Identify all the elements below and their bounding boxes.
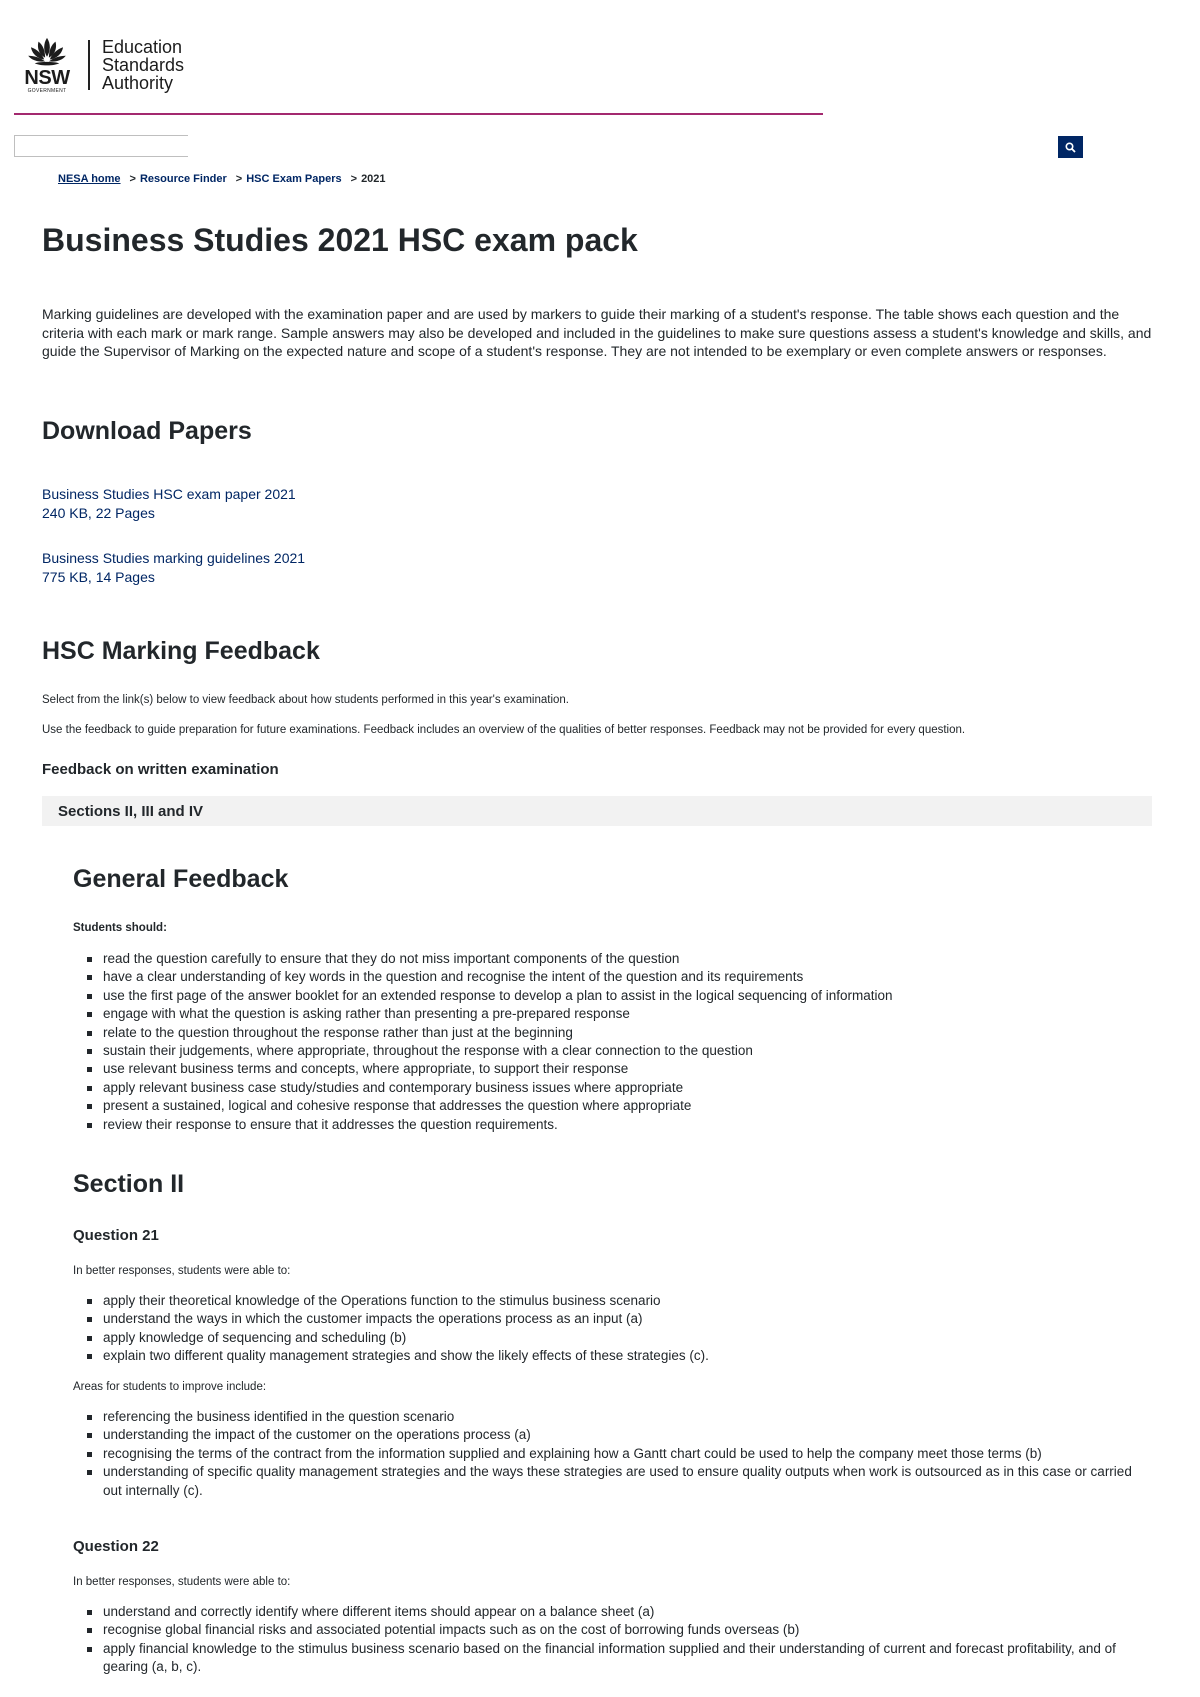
esa-line-2: Standards [102, 55, 185, 75]
list-item: use the first page of the answer booklet for an extended response to develop a plan to assist in the logical sequencing of information [103, 987, 1133, 1005]
list-item: read the question carefully to ensure that they do not miss important components of the question [103, 950, 1133, 968]
question-21-heading: Question 21 [73, 1227, 159, 1244]
list-item: recognise global financial risks and associated potential impacts such as on the cost of borrowing funds overseas (b) [103, 1621, 1133, 1639]
accordion-sections-ii-iii-iv[interactable] [42, 796, 1152, 826]
breadcrumb-nesa-home[interactable]: NESA home [58, 173, 121, 185]
download-link-marking-guidelines[interactable]: Business Studies marking guidelines 2021 [42, 550, 306, 566]
list-item: explain two different quality management strategies and show the likely effects of these strategies (c). [103, 1347, 1133, 1365]
q21-better-list [73, 1292, 1133, 1366]
q21-improve-lead: Areas for students to improve include: [73, 1381, 267, 1393]
breadcrumb [58, 173, 386, 185]
q21-better-lead: In better responses, students were able to: [73, 1265, 291, 1277]
nsw-wordmark: NSW [24, 67, 70, 89]
list-item: relate to the question throughout the response rather than just at the beginning [103, 1024, 1133, 1042]
list-item: present a sustained, logical and cohesive response that addresses the question where appropriate [103, 1097, 1133, 1115]
list-item: understanding the impact of the customer on the operations process (a) [103, 1426, 1133, 1444]
accordion-label: Sections II, III and IV [58, 802, 204, 820]
written-feedback-heading: Feedback on written examination [42, 761, 279, 778]
download-meta: 775 KB, 14 Pages [42, 568, 155, 585]
breadcrumb-separator: > [129, 173, 136, 185]
waratah-icon [24, 36, 70, 68]
list-item: engage with what the question is asking rather than presenting a pre-prepared response [103, 1005, 1133, 1023]
list-item: understand and correctly identify where different items should appear on a balance sheet (a) [103, 1603, 1133, 1621]
list-item: apply their theoretical knowledge of the Operations function to the stimulus business scenario [103, 1292, 1133, 1310]
general-feedback-heading: General Feedback [73, 865, 289, 893]
list-item: use relevant business terms and concepts, where appropriate, to support their response [103, 1060, 1133, 1078]
question-22-heading: Question 22 [73, 1538, 159, 1555]
list-item: sustain their judgements, where appropriate, throughout the response with a clear connection to the question [103, 1042, 1133, 1060]
download-link-exam-paper[interactable]: Business Studies HSC exam paper 2021 [42, 486, 296, 502]
header-divider [14, 113, 823, 115]
breadcrumb-separator: > [350, 173, 358, 185]
esa-wordmark [102, 38, 184, 92]
search-icon [1065, 142, 1076, 153]
students-should-lead: Students should: [73, 922, 167, 934]
breadcrumb-hsc-exam-papers[interactable]: HSC Exam Papers [246, 173, 342, 185]
search-button[interactable] [1058, 136, 1083, 158]
breadcrumb-current: 2021 [361, 173, 386, 185]
download-item-marking-guidelines[interactable] [42, 549, 305, 586]
list-item: referencing the business identified in the question scenario [103, 1408, 1133, 1426]
list-item: understand the ways in which the customer impacts the operations process as an input (a) [103, 1310, 1133, 1328]
government-wordmark: GOVERNMENT [27, 88, 67, 94]
breadcrumb-separator: > [235, 173, 243, 185]
q21-improve-list [73, 1408, 1133, 1500]
logo-divider [88, 40, 90, 90]
download-item-exam-paper[interactable] [42, 485, 296, 522]
feedback-intro-2: Use the feedback to guide preparation for future examinations. Feedback includes an overview of the qualities of better responses. Feedback may not be provided for every question. [42, 724, 966, 736]
list-item: apply knowledge of sequencing and scheduling (b) [103, 1329, 1133, 1347]
nesa-logo[interactable] [20, 36, 184, 94]
nsw-government-logo [20, 36, 74, 94]
q22-better-lead: In better responses, students were able to: [73, 1576, 291, 1588]
breadcrumb-resource-finder[interactable]: Resource Finder [139, 173, 227, 185]
download-meta: 240 KB, 22 Pages [42, 504, 155, 521]
intro-paragraph: Marking guidelines are developed with the examination paper and are used by markers to guide their marking of a student's response. The table shows each question and the criteria with each mark or mark range. Sample answers may also be developed and included in the guidelines to make sure questions assess a student's knowledge and skills, and guide the Supervisor of Marking on the expected nature and scope of a student's response. They are not intended to be exemplary or even complete answers or responses. [42, 306, 1152, 359]
list-item: understanding of specific quality management strategies and the ways these strategies are used to ensure quality outputs when work is outsourced as in this case or carried out internally (c). [103, 1463, 1133, 1500]
esa-line-1: Education [102, 37, 183, 57]
list-item: recognising the terms of the contract from the information supplied and explaining how a Gantt chart could be used to help the company meet those terms (b) [103, 1445, 1133, 1463]
search-input[interactable] [14, 135, 188, 157]
page-title: Business Studies 2021 HSC exam pack [42, 222, 638, 258]
list-item: review their response to ensure that it addresses the question requirements. [103, 1116, 1133, 1134]
marking-feedback-heading: HSC Marking Feedback [42, 637, 320, 665]
list-item: have a clear understanding of key words in the question and recognise the intent of the question and its requirements [103, 968, 1133, 986]
list-item: apply relevant business case study/studies and contemporary business issues where appropriate [103, 1079, 1133, 1097]
general-feedback-list [73, 950, 1133, 1134]
esa-line-3: Authority [102, 73, 174, 93]
download-papers-heading: Download Papers [42, 417, 252, 445]
q22-better-list [73, 1603, 1133, 1677]
list-item: apply financial knowledge to the stimulus business scenario based on the financial information supplied and their understanding of current and forecast profitability, and of gearing (a, b, c). [103, 1640, 1133, 1677]
section-ii-heading: Section II [73, 1170, 185, 1198]
feedback-intro-1: Select from the link(s) below to view feedback about how students performed in this year's examination. [42, 694, 569, 706]
